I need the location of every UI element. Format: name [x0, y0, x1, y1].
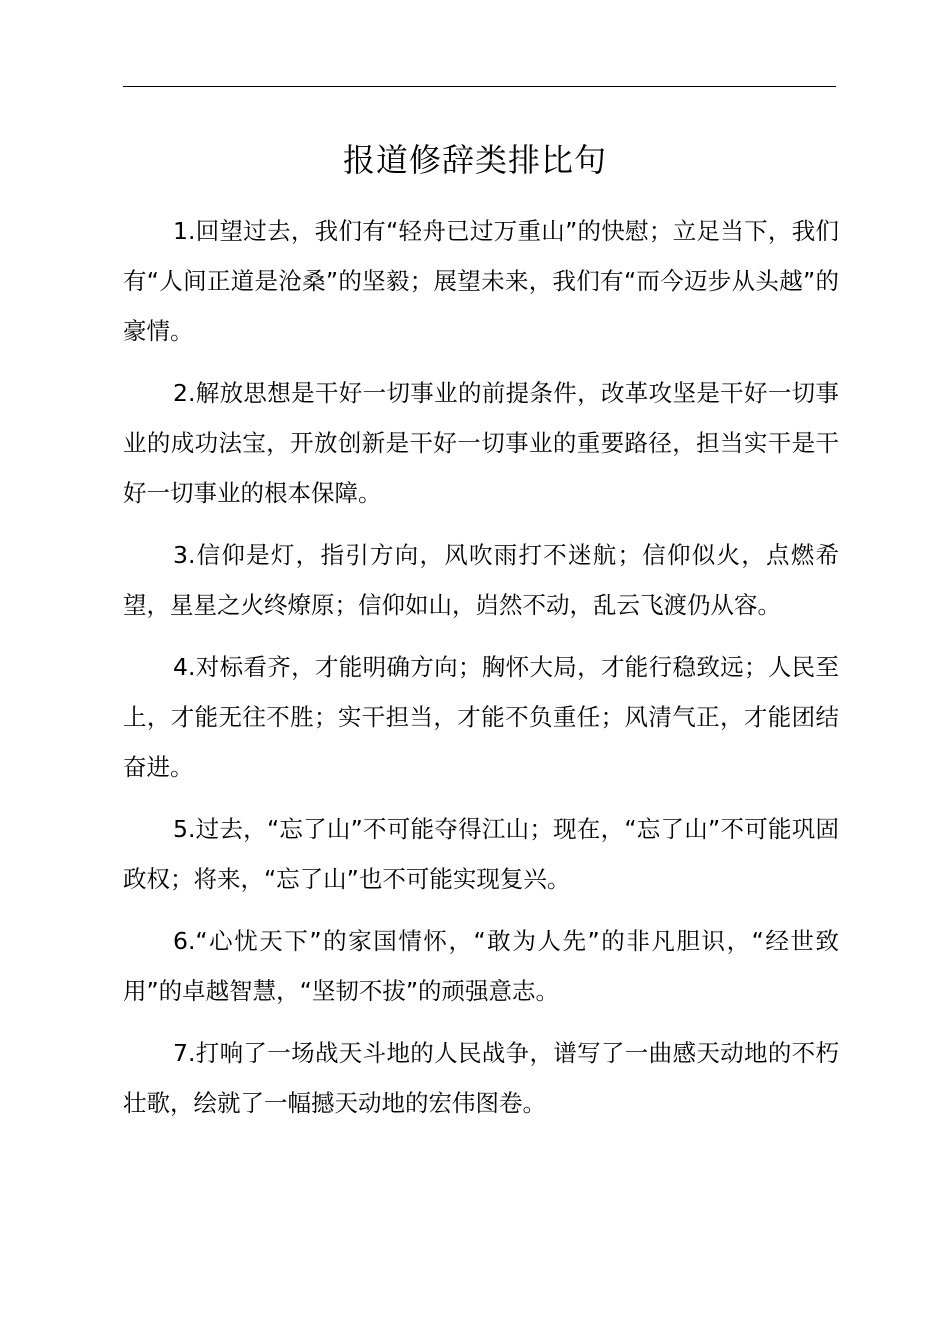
paragraph-5: 5.过去，“忘了山”不可能夺得江山；现在，“忘了山”不可能巩固政权；将来，“忘了山”也不可能实现复兴。: [123, 815, 839, 893]
document-body: [123, 206, 839, 1140]
paragraph-7: 7.打响了一场战天斗地的人民战争，谱写了一曲感天动地的不朽壮歌，绘就了一幅撼天动地的宏伟图卷。: [123, 1039, 839, 1117]
paragraph-1: 1.回望过去，我们有“轻舟已过万重山”的快慰；立足当下，我们有“人间正道是沧桑”的坚毅；展望未来，我们有“而今迈步从头越”的豪情。: [123, 217, 839, 345]
paragraph-2: 2.解放思想是干好一切事业的前提条件，改革攻坚是干好一切事业的成功法宝，开放创新是干好一切事业的重要路径，担当实干是干好一切事业的根本保障。: [123, 379, 839, 507]
paragraph-3: 3.信仰是灯，指引方向，风吹雨打不迷航；信仰似火，点燃希望，星星之火终燎原；信仰如山，岿然不动，乱云飞渡仍从容。: [123, 541, 839, 619]
paragraph-6: 6.“心忧天下”的家国情怀，“敢为人先”的非凡胆识，“经世致用”的卓越智慧，“坚韧不拔”的顽强意志。: [123, 927, 839, 1005]
header-rule: [123, 86, 836, 87]
document-title: 报道修辞类排比句: [342, 141, 607, 179]
paragraph-4: 4.对标看齐，才能明确方向；胸怀大局，才能行稳致远；人民至上，才能无往不胜；实干担当，才能不负重任；风清气正，才能团结奋进。: [123, 653, 839, 781]
